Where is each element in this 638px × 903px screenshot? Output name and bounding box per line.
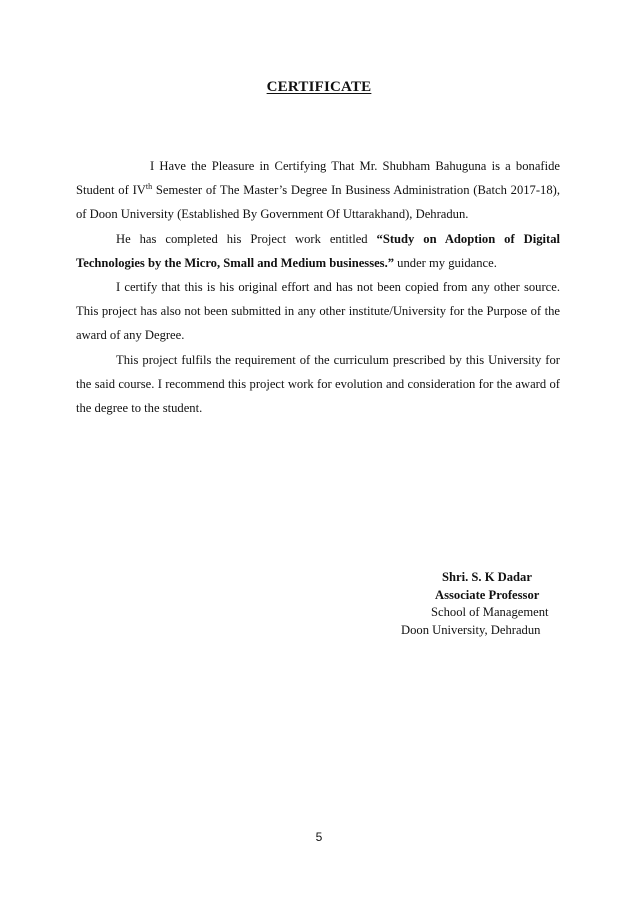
page-number: 5 — [315, 830, 323, 844]
signatory-designation: Associate Professor — [435, 587, 540, 602]
signature-block — [398, 569, 568, 639]
paragraph-certification-text-1: I Have the Pleasure in Certifying That Mr. Shubham Bahuguna is a bonafide Student of IV — [76, 159, 560, 198]
paragraph-certification-text-2: Semester of The Master’s Degree In Business Administration (Batch 2017-18), of Doon University (Established By Government Of Uttarakhand), Dehradun. — [76, 183, 560, 222]
paragraph-project-text-2: under my guidance. — [394, 255, 497, 270]
signatory-institution: Doon University, Dehradun — [401, 622, 541, 637]
certificate-heading-text: CERTIFICATE — [266, 79, 372, 95]
project-title: “Study on Adoption of Digital Technologies by the Micro, Small and Medium businesses.” — [76, 231, 560, 270]
certificate-heading — [0, 79, 638, 96]
certificate-body — [76, 154, 560, 420]
paragraph-originality: I certify that this is his original effort and has not been copied from any other source. This project has also not been submitted in any other institute/University for the Purpose of the award of any Degree. — [76, 280, 560, 343]
paragraph-project — [76, 227, 560, 275]
signatory-name: Shri. S. K Dadar — [442, 570, 532, 584]
signatory-department: School of Management — [431, 605, 549, 619]
paragraph-recommendation: This project fulfils the requirement of the curriculum prescribed by this University for the said course. I recommend this project work for evolution and consideration for the award of the degree to the student. — [76, 352, 560, 416]
paragraph-certification — [76, 154, 560, 227]
paragraph-project-text-1: He has completed his Project work entitled — [116, 231, 377, 246]
ordinal-superscript: th — [145, 182, 153, 192]
